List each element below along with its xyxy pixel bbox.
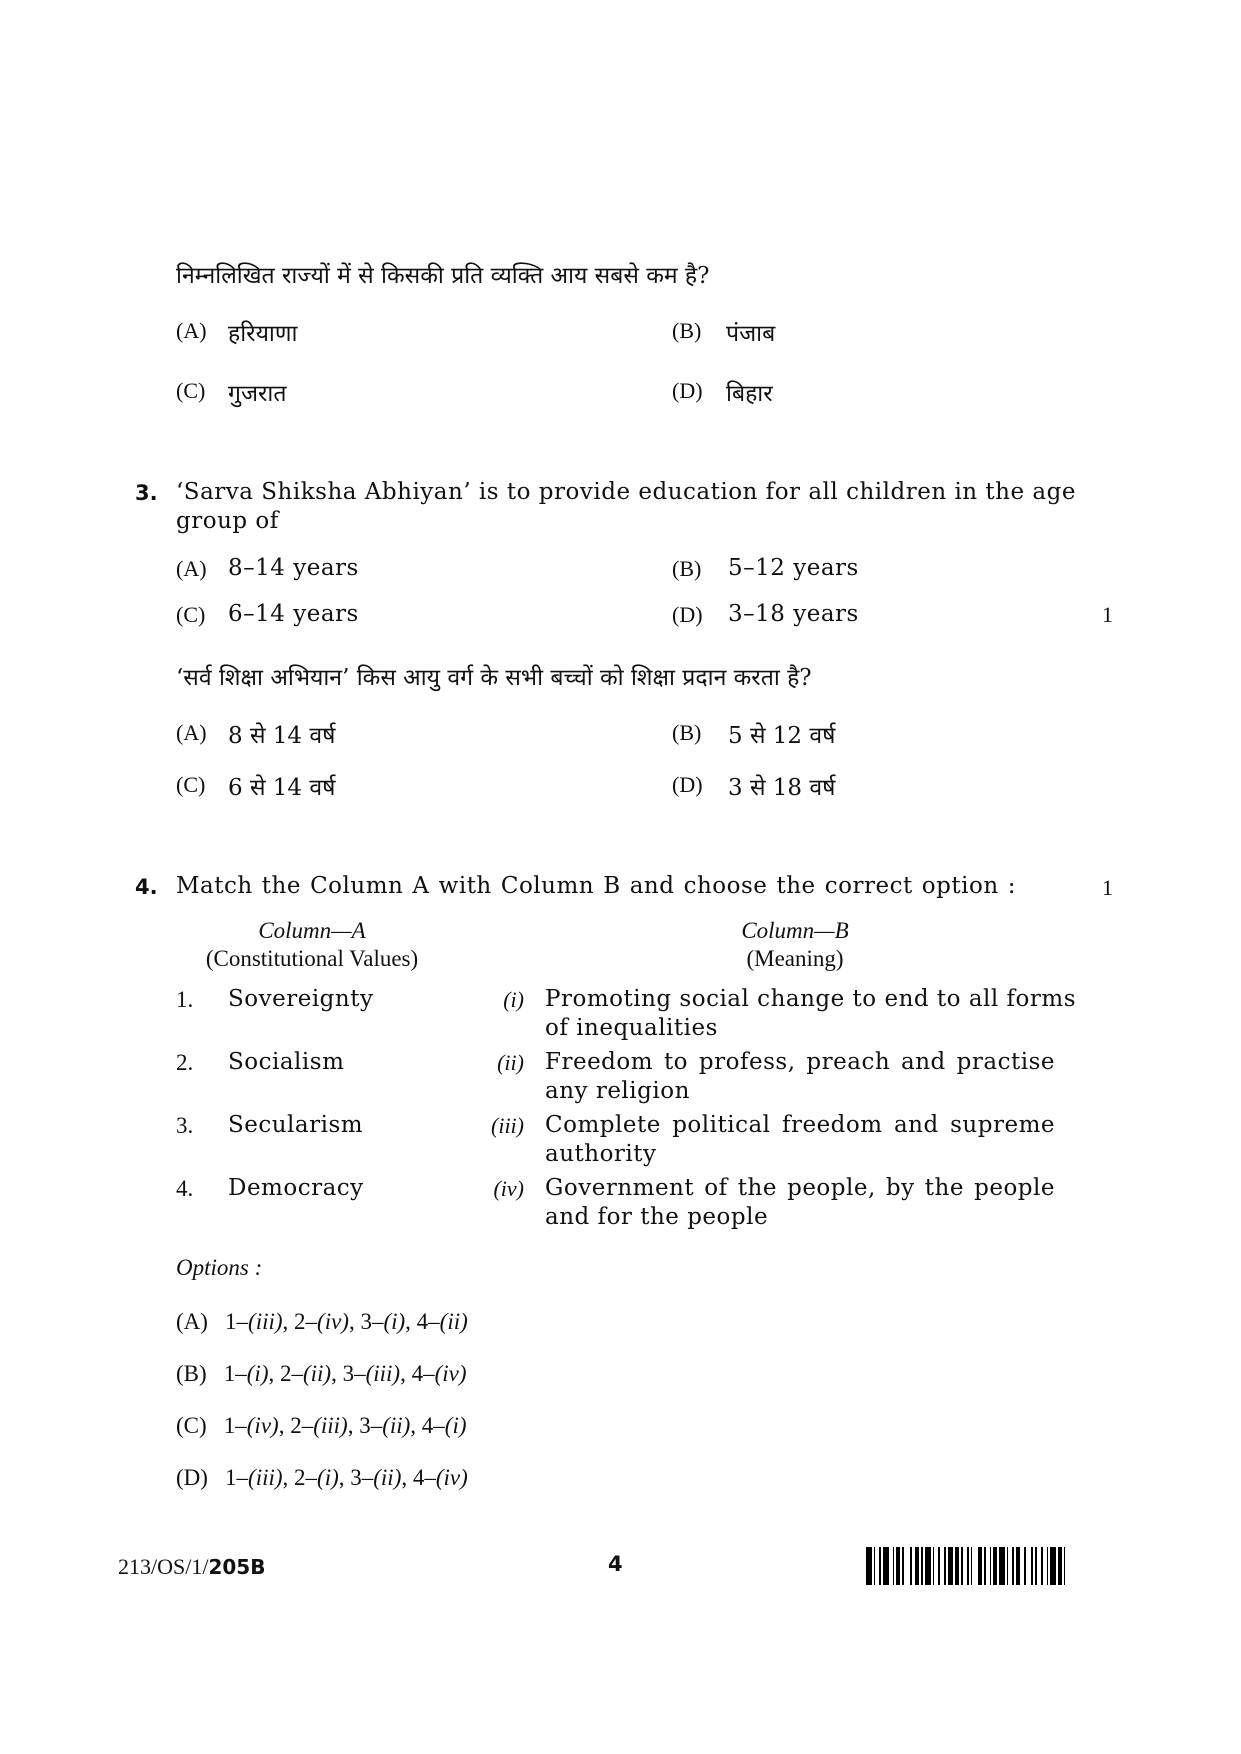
table-row-2-num: 2.: [176, 1050, 194, 1075]
q4-option-d-text: 1–(iii), 2–(i), 3–(ii), 4–(iv): [225, 1465, 468, 1490]
q4-number: 4.: [135, 875, 158, 899]
q3-question-line2: group of: [176, 508, 279, 534]
q3-hindi-option-b-label: (B): [672, 720, 702, 745]
table-row-4-meaning-line2: and for the people: [545, 1204, 769, 1230]
q2-option-c-label: (C): [176, 378, 206, 403]
q3-hindi-option-c-label: (C): [176, 772, 206, 797]
q2-option-a-text: हरियाणा: [228, 321, 298, 347]
barcode: [866, 1547, 1128, 1585]
q2-option-c-text: गुजरात: [228, 381, 287, 407]
q4-option-c-text: 1–(iv), 2–(iii), 3–(ii), 4–(i): [223, 1413, 467, 1438]
options-heading: Options :: [176, 1255, 263, 1280]
q3-hindi-option-d-label: (D): [672, 772, 703, 797]
q2-option-d-label: (D): [672, 378, 703, 403]
q3-number: 3.: [135, 481, 158, 505]
q2-option-b-label: (B): [672, 318, 702, 343]
q3-option-c-text: 6–14 years: [228, 601, 359, 627]
q4-option-a-text: 1–(iii), 2–(iv), 3–(i), 4–(ii): [225, 1309, 468, 1334]
q3-option-d-text: 3–18 years: [728, 601, 859, 627]
table-row-1-num: 1.: [176, 987, 194, 1012]
q4-option-c-label: (C): [176, 1413, 207, 1438]
q4-option-b-label: (B): [176, 1361, 207, 1386]
q3-option-a-label: (A): [176, 556, 207, 581]
table-row-1-value: Sovereignty: [228, 986, 374, 1012]
q3-question-line1: ‘Sarva Shiksha Abhiyan’ is to provide education for all children in the age: [176, 479, 1076, 505]
table-row-4-num: 4.: [176, 1176, 194, 1201]
table-row-3-meaning-line2: authority: [545, 1141, 657, 1167]
q4-option-a-label: (A): [176, 1309, 208, 1334]
q3-hindi-option-c-text: 6 से 14 वर्ष: [228, 775, 336, 801]
q4-option-d: [176, 1465, 468, 1491]
table-row-2-value: Socialism: [228, 1049, 345, 1075]
page-number: 4: [608, 1552, 623, 1576]
table-row-2-roman: (ii): [497, 1050, 524, 1075]
q4-option-c: [176, 1413, 467, 1439]
table-row-1-meaning-line1: Promoting social change to end to all forms: [545, 986, 1077, 1012]
column-b-title: Column—B: [741, 918, 849, 943]
q4-question: Match the Column A with Column B and choose the correct option :: [176, 873, 1016, 899]
table-row-2-meaning-line1: Freedom to profess, preach and practise: [545, 1049, 1055, 1075]
column-b-subtitle: (Meaning): [746, 946, 844, 971]
table-row-3-num: 3.: [176, 1113, 194, 1138]
table-row-4-meaning-line1: Government of the people, by the people: [545, 1175, 1055, 1201]
q3-option-d-label: (D): [672, 602, 703, 627]
column-a-subtitle: (Constitutional Values): [205, 946, 419, 971]
q3-hindi-option-a-label: (A): [176, 720, 207, 745]
table-row-3-roman: (iii): [491, 1113, 524, 1138]
q3-marks: 1: [1102, 602, 1113, 627]
q4-option-a: [176, 1309, 468, 1335]
table-row-3-value: Secularism: [228, 1112, 364, 1138]
table-row-1-roman: (i): [503, 987, 524, 1012]
q4-option-d-label: (D): [176, 1465, 208, 1490]
q3-option-c-label: (C): [176, 602, 206, 627]
paper-code: 213/OS/1/205B: [118, 1554, 266, 1579]
q3-hindi-option-b-text: 5 से 12 वर्ष: [728, 723, 836, 749]
q2-option-d-text: बिहार: [726, 381, 773, 407]
column-a-title: Column—A: [258, 918, 366, 943]
q3-option-b-text: 5–12 years: [728, 555, 859, 581]
q2-hindi-question: निम्नलिखित राज्यों में से किसकी प्रति व्यक्ति आय सबसे कम है?: [176, 263, 710, 289]
q2-option-a-label: (A): [176, 318, 207, 343]
table-row-4-roman: (iv): [493, 1176, 524, 1201]
table-row-4-value: Democracy: [228, 1175, 364, 1201]
q3-hindi-option-a-text: 8 से 14 वर्ष: [228, 723, 336, 749]
q3-option-b-label: (B): [672, 556, 702, 581]
q3-hindi-option-d-text: 3 से 18 वर्ष: [728, 775, 836, 801]
q2-option-b-text: पंजाब: [726, 321, 776, 347]
q4-option-b: [176, 1361, 467, 1387]
table-row-3-meaning-line1: Complete political freedom and supreme: [545, 1112, 1055, 1138]
q3-option-a-text: 8–14 years: [228, 555, 359, 581]
q4-marks: 1: [1102, 875, 1113, 900]
q3-hindi-question: ‘सर्व शिक्षा अभियान’ किस आयु वर्ग के सभी बच्चों को शिक्षा प्रदान करता है?: [176, 665, 812, 691]
table-row-2-meaning-line2: any religion: [545, 1078, 690, 1104]
q4-option-b-text: 1–(i), 2–(ii), 3–(iii), 4–(iv): [223, 1361, 467, 1386]
table-row-1-meaning-line2: of inequalities: [545, 1015, 718, 1041]
